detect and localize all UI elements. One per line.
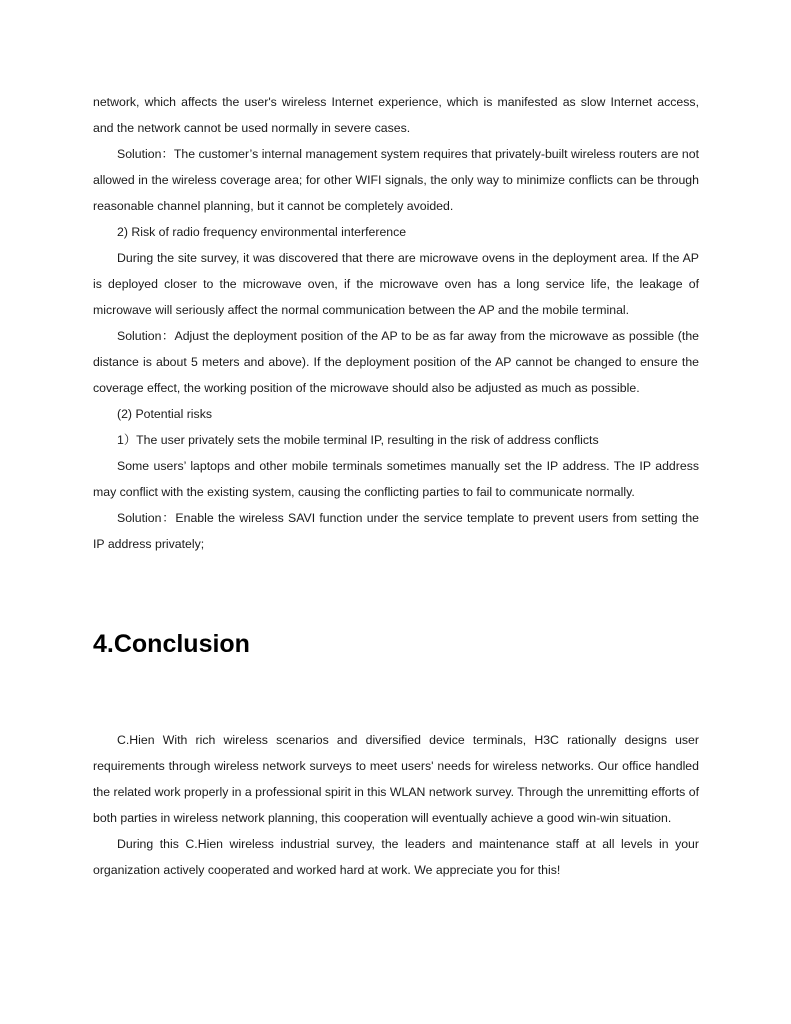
paragraph-solution-savi: Solution：Enable the wireless SAVI function under the service template to prevent users from setting the IP address privately;: [93, 511, 699, 551]
paragraph-solution-routers: Solution：The customer’s internal management system requires that privately-built wireless routers are not allowed in the wireless coverage area; for other WIFI signals, the only way to minimize conflicts can be through reasonable channel planning, but it cannot be completely avoided.: [93, 147, 699, 213]
paragraph-conclusion-thanks: During this C.Hien wireless industrial survey, the leaders and maintenance staff at all levels in your organization actively cooperated and worked hard at work. We appreciate you for this!: [93, 837, 699, 877]
paragraph-microwave-survey: During the site survey, it was discovered that there are microwave ovens in the deployment area. If the AP is deployed closer to the microwave oven, if the microwave oven has a long service life, the leakage of microwave will seriously affect the normal communication between the AP and the mobile terminal.: [93, 251, 699, 317]
paragraph-conclusion-summary: C.Hien With rich wireless scenarios and diversified device terminals, H3C rationally designs user requirements through wireless network surveys to meet users' needs for wireless networks. Our office handled the related work properly in a professional spirit in this WLAN network survey. Through the unremitting efforts of both parties in wireless network planning, this cooperation will eventually achieve a good win-win situation.: [93, 733, 699, 825]
body-text-section: [93, 89, 699, 557]
paragraph-rf-risk-heading: 2) Risk of radio frequency environmental interference: [117, 225, 407, 239]
conclusion-heading: 4.Conclusion: [93, 630, 250, 658]
paragraph-solution-microwave: Solution：Adjust the deployment position of the AP to be as far away from the microwave as possible (the distance is about 5 meters and above). If the deployment position of the AP cannot be changed to ensure the coverage effect, the working position of the microwave should also be adjusted as much as possible.: [93, 329, 699, 395]
paragraph-ip-conflict-heading: 1）The user privately sets the mobile terminal IP, resulting in the risk of address conflicts: [117, 433, 599, 447]
paragraph-network-impact: network, which affects the user's wireless Internet experience, which is manifested as slow Internet access, and the network cannot be used normally in severe cases.: [93, 95, 699, 135]
conclusion-section: [93, 727, 699, 883]
paragraph-potential-risks-heading: (2) Potential risks: [117, 407, 212, 421]
paragraph-ip-conflict-description: Some users’ laptops and other mobile terminals sometimes manually set the IP address. The IP address may conflict with the existing system, causing the conflicting parties to fail to communicate normally.: [93, 459, 699, 499]
